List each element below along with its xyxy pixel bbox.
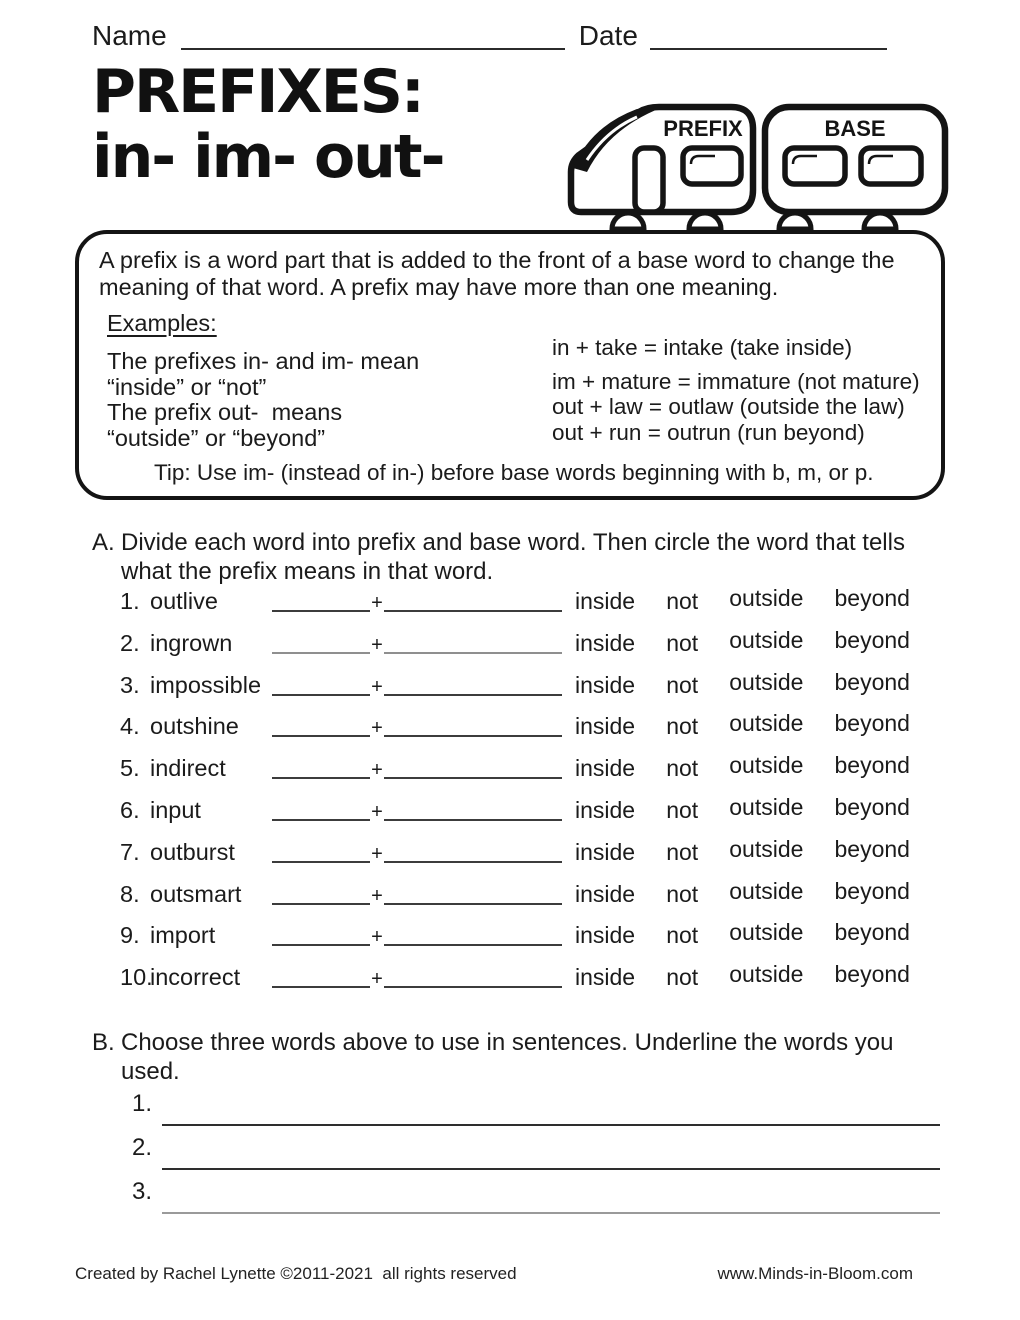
examples-section [99,310,921,451]
meaning-line: The prefixes in- and im- mean [107,347,420,374]
option-not[interactable]: not [666,713,699,740]
option-inside[interactable]: inside [575,922,636,949]
train-wheel-icon [779,213,811,229]
sentence-input-line[interactable] [162,1190,940,1214]
prefix-blank[interactable] [272,986,370,988]
base-word-blank[interactable] [384,652,562,654]
option-beyond[interactable]: beyond [834,793,910,820]
word-row [120,793,942,839]
item-number: 5. [120,755,140,782]
prefix-blank[interactable] [272,861,370,863]
plus-sign: + [371,884,383,907]
word-row [120,626,942,672]
page-title-line1: PREFIXES: [92,57,423,127]
word-row [120,585,942,630]
item-word: input [150,796,201,823]
sentence-lines [132,1090,940,1222]
sentence-input-line[interactable] [162,1146,940,1170]
train-wheel-icon [689,213,721,229]
examples-right-column [552,335,921,451]
plus-sign: + [371,675,383,698]
sentence-input-line[interactable] [162,1102,940,1126]
item-number: 6. [120,796,140,823]
option-inside[interactable]: inside [575,588,636,614]
plus-sign: + [371,633,383,656]
prefix-blank[interactable] [272,944,370,946]
word-row [120,835,942,881]
base-word-blank[interactable] [384,694,562,696]
option-beyond[interactable]: beyond [834,626,910,653]
section-a-instructions: Divide each word into prefix and base word. Then circle the word that tells what the prefix means in that word. [121,529,905,586]
option-outside[interactable]: outside [729,961,804,988]
train-window-icon [785,148,845,184]
base-word-blank[interactable] [384,944,562,946]
word-row [120,752,942,797]
sentence-number: 1. [132,1090,153,1117]
plus-sign: + [371,968,383,991]
prefix-blank[interactable] [272,777,370,779]
prefix-blank[interactable] [272,903,370,905]
item-word: outsmart [150,880,242,907]
sentence-number: 3. [132,1178,153,1205]
meaning-options [575,710,910,740]
meaning-options [575,585,910,615]
option-outside[interactable]: outside [729,585,804,611]
option-beyond[interactable]: beyond [834,919,910,946]
train-illustration [565,98,950,232]
train-wheel-icon [612,213,644,229]
meaning-options [575,668,910,699]
item-word: indirect [150,755,226,782]
train-window-icon [861,148,921,184]
option-not[interactable]: not [666,922,699,949]
word-row [120,710,942,755]
item-number: 3. [120,671,140,698]
item-word: outshine [150,713,239,740]
plus-sign: + [371,800,383,823]
prefix-blank[interactable] [272,610,370,612]
word-row [120,961,942,1006]
section-b-heading [92,1028,928,1087]
option-beyond[interactable]: beyond [834,835,910,862]
option-outside[interactable]: outside [729,793,804,820]
item-word: ingrown [150,629,233,656]
meaning-line: “inside” or “not” [107,373,267,400]
prefix-blank[interactable] [272,735,370,737]
meaning-options [575,835,910,866]
prefix-blank[interactable] [272,694,370,696]
option-beyond[interactable]: beyond [834,668,910,695]
item-word: impossible [150,671,262,698]
option-not[interactable]: not [666,671,699,698]
option-inside[interactable]: inside [575,755,636,782]
item-number: 4. [120,713,140,740]
section-b-instructions: Choose three words above to use in sentences. Underline the words you used. [121,1029,894,1086]
date-input-line[interactable] [650,22,887,50]
sentence-row [132,1178,940,1222]
meaning-options [575,793,910,824]
option-beyond[interactable]: beyond [834,710,910,737]
option-not[interactable]: not [666,796,699,823]
item-word: import [150,922,216,949]
name-input-line[interactable] [181,22,565,50]
plus-sign: + [371,926,383,949]
prefix-definition: A prefix is a word part that is added to the front of a base word to change the meaning of that word. A prefix may have more than one meaning. [99,247,895,301]
option-inside[interactable]: inside [575,880,636,907]
example-line: out + run = outrun (run beyond) [552,419,865,445]
word-row [120,877,942,923]
date-label: Date [578,20,638,51]
plus-sign: + [371,592,383,614]
option-inside[interactable]: inside [575,796,636,823]
option-outside[interactable]: outside [729,668,804,695]
prefix-blank[interactable] [272,652,370,654]
option-inside[interactable]: inside [575,671,636,698]
definition-box [75,230,945,500]
section-a-label: A. [92,529,115,556]
examples-heading: Examples: [107,309,217,336]
option-inside[interactable]: inside [575,629,636,656]
prefix-blank[interactable] [272,819,370,821]
sentence-row [132,1134,940,1178]
example-line: im + mature = immature (not mature) [552,369,920,395]
word-list [120,585,942,1006]
base-word-blank[interactable] [384,777,562,779]
item-number: 10. [120,964,153,991]
item-number: 2. [120,629,140,656]
train-door-icon [635,148,663,212]
page-footer [75,1264,913,1284]
examples-left-column [107,310,552,451]
copyright-text: Created by Rachel Lynette ©2011-2021 all rights reserved [75,1264,517,1283]
option-not[interactable]: not [666,755,699,782]
item-word: outburst [150,838,235,865]
option-outside[interactable]: outside [729,626,804,653]
name-label: Name [92,20,167,51]
option-inside[interactable]: inside [575,838,636,865]
meaning-options [575,961,910,991]
item-number: 9. [120,922,140,949]
option-not[interactable]: not [666,629,699,656]
word-row [120,919,942,964]
option-beyond[interactable]: beyond [834,961,910,988]
item-word: incorrect [150,964,241,991]
item-number: 1. [120,588,140,614]
train-base-label: BASE [824,116,886,141]
base-word-blank[interactable] [384,903,562,905]
meaning-options [575,877,910,908]
train-wheel-icon [864,213,896,229]
option-outside[interactable]: outside [729,835,804,862]
sentence-number: 2. [132,1134,153,1161]
option-outside[interactable]: outside [729,710,804,737]
plus-sign: + [371,842,383,865]
section-a-heading [92,528,928,587]
page-title [92,57,444,192]
base-word-blank[interactable] [384,861,562,863]
train-window-icon [683,148,741,184]
meaning-options [575,626,910,657]
item-number: 8. [120,880,140,907]
page-title-line2: in- im- out- [92,121,444,192]
base-word-blank[interactable] [384,819,562,821]
item-number: 7. [120,838,140,865]
option-beyond[interactable]: beyond [834,752,910,779]
option-beyond[interactable]: beyond [834,877,910,904]
train-prefix-label: PREFIX [663,116,743,141]
option-not[interactable]: not [666,588,699,614]
item-word: outlive [150,588,218,614]
meaning-options [575,752,910,782]
base-word-blank[interactable] [384,986,562,988]
plus-sign: + [371,717,383,740]
name-date-header [92,20,887,52]
option-not[interactable]: not [666,964,699,991]
option-outside[interactable]: outside [729,752,804,779]
base-word-blank[interactable] [384,735,562,737]
tip-text: Tip: Use im- (instead of in-) before base words beginning with b, m, or p. [154,460,874,486]
option-outside[interactable]: outside [729,919,804,946]
sentence-row [132,1090,940,1134]
plus-sign: + [371,759,383,782]
website-link: www.Minds-in-Bloom.com [717,1264,913,1283]
example-line: in + take = intake (take inside) [552,334,853,360]
meaning-line: “outside” or “beyond” [107,424,326,451]
word-row [120,668,942,714]
option-outside[interactable]: outside [729,877,804,904]
example-line: out + law = outlaw (outside the law) [552,394,905,420]
option-beyond[interactable]: beyond [834,585,910,611]
meaning-line: The prefix out- means [107,399,343,426]
base-word-blank[interactable] [384,610,562,612]
option-not[interactable]: not [666,838,699,865]
section-b-label: B. [92,1029,115,1056]
option-not[interactable]: not [666,880,699,907]
meaning-options [575,919,910,949]
option-inside[interactable]: inside [575,713,636,740]
option-inside[interactable]: inside [575,964,636,991]
